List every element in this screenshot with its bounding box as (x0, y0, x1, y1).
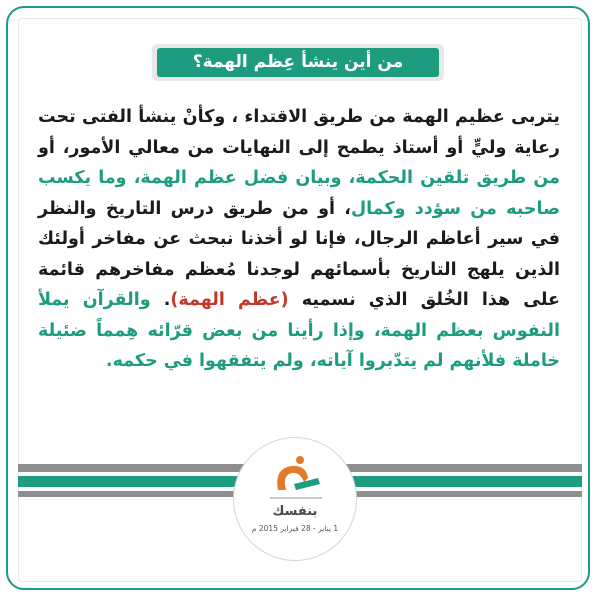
logo-name: بنفسك (272, 504, 318, 519)
text-span-green-2: والقرآن يملأ النفوس بعظم الهمة، وإذا رأينا من بعض قرّائه هِمماً ضئيلة خاملة فلأنهم لم يتدّبروا آياته، ولم يتفقهوا في حكمه. (38, 290, 560, 371)
text-span-3: . (150, 290, 171, 310)
campaign-logo (233, 437, 357, 561)
logo-date: 1 يناير - 28 فبراير 2015 م (251, 524, 339, 533)
page-title: من أين ينشأ عِظم الهمة؟ (157, 48, 439, 77)
text-span-1: يتربى عظيم الهمة من طريق الاقتداء ، وكأنْ ينشأ الفتى تحت رعاية وليٍّ أو أستاذ يطمح إلى النهايات من معالي الأمور، أو (38, 107, 560, 158)
logo-emblem-icon (234, 438, 356, 560)
text-span-2: ، أو من طريق درس التاريخ والنظر في سير أعاظم الرجال، فإنا لو أخذنا نبحث عن مفاخر أولئك الذين يلهج التاريخ بأسمائهم لوجدنا مُعظم مفاخرهم قائمة على هذا الخُلق الذي نسميه (38, 198, 560, 310)
text-span-green-1: من طريق تلقين الحكمة، وبيان فضل عظم الهمة، وما يكسب صاحبه من سؤدد وكمال (38, 168, 560, 219)
text-span-highlight: (عظم الهمة) (170, 290, 289, 310)
body-paragraph (38, 102, 560, 377)
title-banner (152, 44, 444, 81)
